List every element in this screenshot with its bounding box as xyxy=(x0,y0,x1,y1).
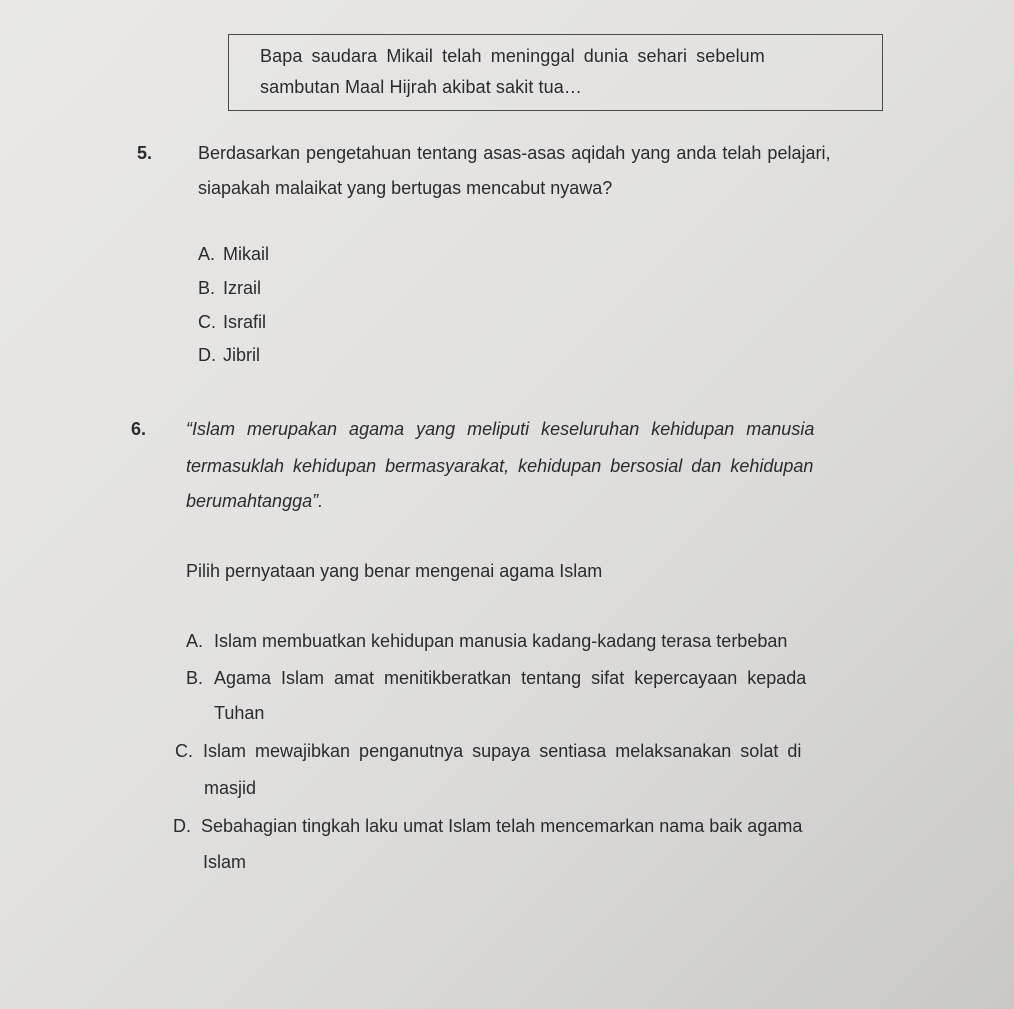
option-letter: C. xyxy=(175,741,193,761)
option-letter: B. xyxy=(198,278,216,298)
option-text: Israfil xyxy=(223,312,267,332)
option-c[interactable] xyxy=(175,741,801,762)
option-text: Jibril xyxy=(223,345,261,365)
quote-line-3: berumahtangga”. xyxy=(186,491,324,511)
quote-line-2: termasuklah kehidupan bermasyarakat, kehidupan bersosial dan kehidupan xyxy=(186,456,814,476)
option-c-continuation: masjid xyxy=(204,778,257,798)
option-d[interactable] xyxy=(198,345,260,366)
context-line-2: sambutan Maal Hijrah akibat sakit tua… xyxy=(260,77,582,97)
option-letter: B. xyxy=(186,668,204,688)
option-b-continuation: Tuhan xyxy=(214,703,265,723)
option-letter: A. xyxy=(186,631,204,651)
option-d[interactable] xyxy=(173,816,802,837)
question-prompt: Pilih pernyataan yang benar mengenai agama Islam xyxy=(186,561,603,581)
option-letter: D. xyxy=(173,816,191,836)
question-text-line-1: Berdasarkan pengetahuan tentang asas-asas aqidah yang anda telah pelajari, xyxy=(198,143,831,163)
context-line-1: Bapa saudara Mikail telah meninggal dunia sehari sebelum xyxy=(260,46,765,66)
option-b[interactable] xyxy=(186,668,806,689)
option-a[interactable] xyxy=(198,244,269,265)
context-box xyxy=(228,34,883,111)
question-number: 5. xyxy=(137,143,153,163)
option-d-continuation: Islam xyxy=(203,852,247,872)
option-text: Izrail xyxy=(223,278,262,298)
option-text-line-1: Islam membuatkan kehidupan manusia kadang-kadang terasa terbeban xyxy=(214,631,788,651)
option-text-line-1: Sebahagian tingkah laku umat Islam telah mencemarkan nama baik agama xyxy=(201,816,803,836)
option-letter: A. xyxy=(198,244,216,264)
option-c[interactable] xyxy=(198,312,266,333)
option-b[interactable] xyxy=(198,278,261,299)
option-text: Mikail xyxy=(223,244,270,264)
option-a[interactable] xyxy=(186,631,787,652)
option-letter: C. xyxy=(198,312,216,332)
question-number: 6. xyxy=(131,419,147,439)
option-letter: D. xyxy=(198,345,216,365)
option-text-line-1: Islam mewajibkan penganutnya supaya sentiasa melaksanakan solat di xyxy=(203,741,802,761)
quote-line-1: “Islam merupakan agama yang meliputi keseluruhan kehidupan manusia xyxy=(186,419,815,439)
question-text-line-2: siapakah malaikat yang bertugas mencabut nyawa? xyxy=(198,178,613,198)
option-text-line-1: Agama Islam amat menitikberatkan tentang sifat kepercayaan kepada xyxy=(214,668,807,688)
